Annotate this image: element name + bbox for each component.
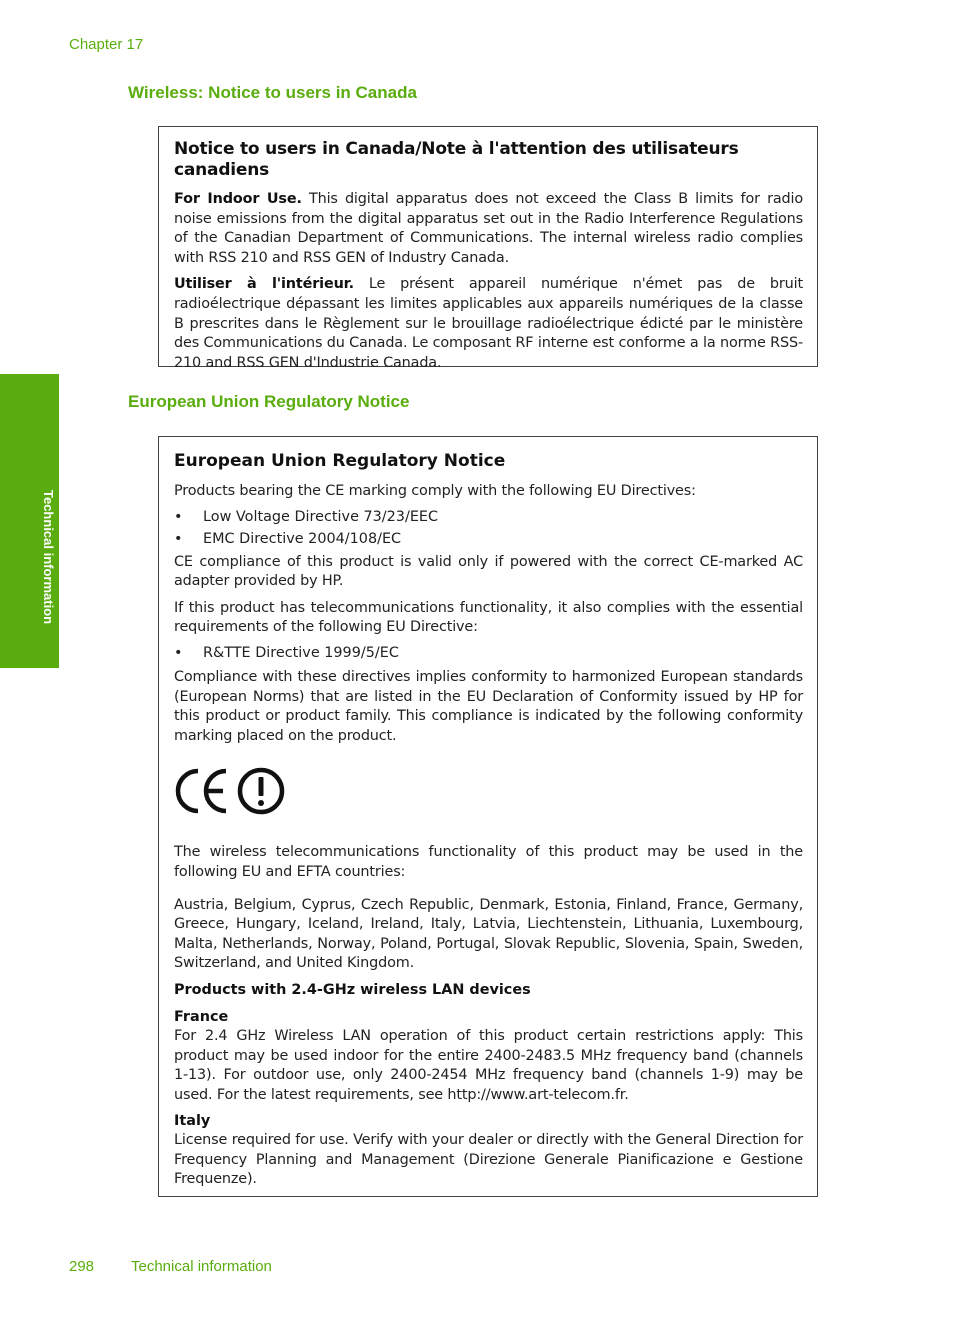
canada-notice-box [158, 126, 818, 371]
eu-section-heading: European Union Regulatory Notice [128, 392, 410, 411]
france-text: For 2.4 GHz Wireless LAN operation of this product certain restrictions apply: This product may be used indoor for the entire 2400-2483.5 MHz frequency band (channels 1-13). For outdoor use, only 2400-2454 MHz frequency band (channels 1-9) may be used. For the latest requirements, see http://www.art-telecom.fr. [174, 1027, 803, 1103]
italy-heading: Italy [174, 1113, 211, 1130]
canada-french-paragraph [174, 275, 803, 373]
french-lead: Utiliser à l'intérieur. [174, 276, 354, 293]
wireless-use-paragraph: The wireless telecommunications functionality of this product may be used in the following EU and EFTA countries: [174, 844, 803, 880]
side-tab-label: Technical information [41, 490, 56, 625]
list-item: • Low Voltage Directive 73/23/EEC [174, 508, 439, 525]
france-heading: France [174, 1008, 229, 1025]
ce-letter-e-icon [206, 771, 226, 811]
list-item: • EMC Directive 2004/108/EC [174, 530, 402, 547]
eu-box-title: European Union Regulatory Notice [174, 451, 506, 471]
canada-box-title: Notice to users in Canada/Note à l'attention des utilisateurs canadiens [174, 139, 739, 180]
ce-letter-c-icon [178, 771, 198, 811]
page-number: 298 [69, 1258, 95, 1275]
canada-english-paragraph [174, 190, 803, 268]
rtte-list [174, 642, 803, 664]
list-item: • R&TTE Directive 1999/5/EC [174, 644, 399, 661]
eu-notice-box [158, 436, 818, 1197]
ce-compliance-paragraph: CE compliance of this product is valid only if powered with the correct CE-marked AC adapter provided by HP. [174, 553, 803, 590]
canada-section-heading: Wireless: Notice to users in Canada [128, 83, 417, 102]
ce-conformity-mark-icon [174, 766, 289, 816]
footer-section: Technical information [131, 1258, 272, 1275]
english-lead: For Indoor Use. [174, 191, 302, 207]
french-text: Le présent appareil numérique n'émet pas de bruit radioélectrique dépassant les limites applicables aux appareils numériques de la classe B prescrites dans le Règlement sur le brouillage radioélectrique édicté par le ministère des Communications du Canada. Le composant RF interne est conforme a la norme RSS-210 and RSS GEN d'Industrie Canada. [174, 276, 803, 371]
eu-directives-list [174, 506, 803, 550]
chapter-label: Chapter 17 [69, 36, 144, 53]
italy-text: License required for use. Verify with your dealer or directly with the General Direction for Frequency Planning and Management (Direzione Generale Pianificazione e Gestione Frequenze). [174, 1132, 803, 1188]
harmonized-paragraph: Compliance with these directives implies conformity to harmonized European standards (European Norms) that are listed in the EU Declaration of Conformity issued by HP for this product or product family. This compliance is indicated by the following conformity marking placed on the product. [174, 668, 803, 744]
lan-devices-heading: Products with 2.4-GHz wireless LAN devices [174, 981, 531, 998]
eu-intro: Products bearing the CE marking comply with the following EU Directives: [174, 483, 696, 499]
countries-paragraph: Austria, Belgium, Cyprus, Czech Republic, Denmark, Estonia, Finland, France, Germany, Greece, Hungary, Iceland, Ireland, Italy, Latvia, Liechtenstein, Lithuania, Luxembourg, Malta, Netherlands, Norway, Poland, Portugal, Slovak Republic, Slovenia, Spain, Sweden, Switzerland, and United Kingdom. [174, 896, 803, 972]
english-text: This digital apparatus does not exceed the Class B limits for radio noise emissions from the digital apparatus set out in the Radio Interference Regulations of the Canadian Department of Communications. The internal wireless radio complies with RSS 210 and RSS GEN of Industry Canada. [174, 191, 803, 266]
telecom-paragraph: If this product has telecommunications functionality, it also complies with the essential requirements of the following EU Directive: [174, 599, 803, 636]
